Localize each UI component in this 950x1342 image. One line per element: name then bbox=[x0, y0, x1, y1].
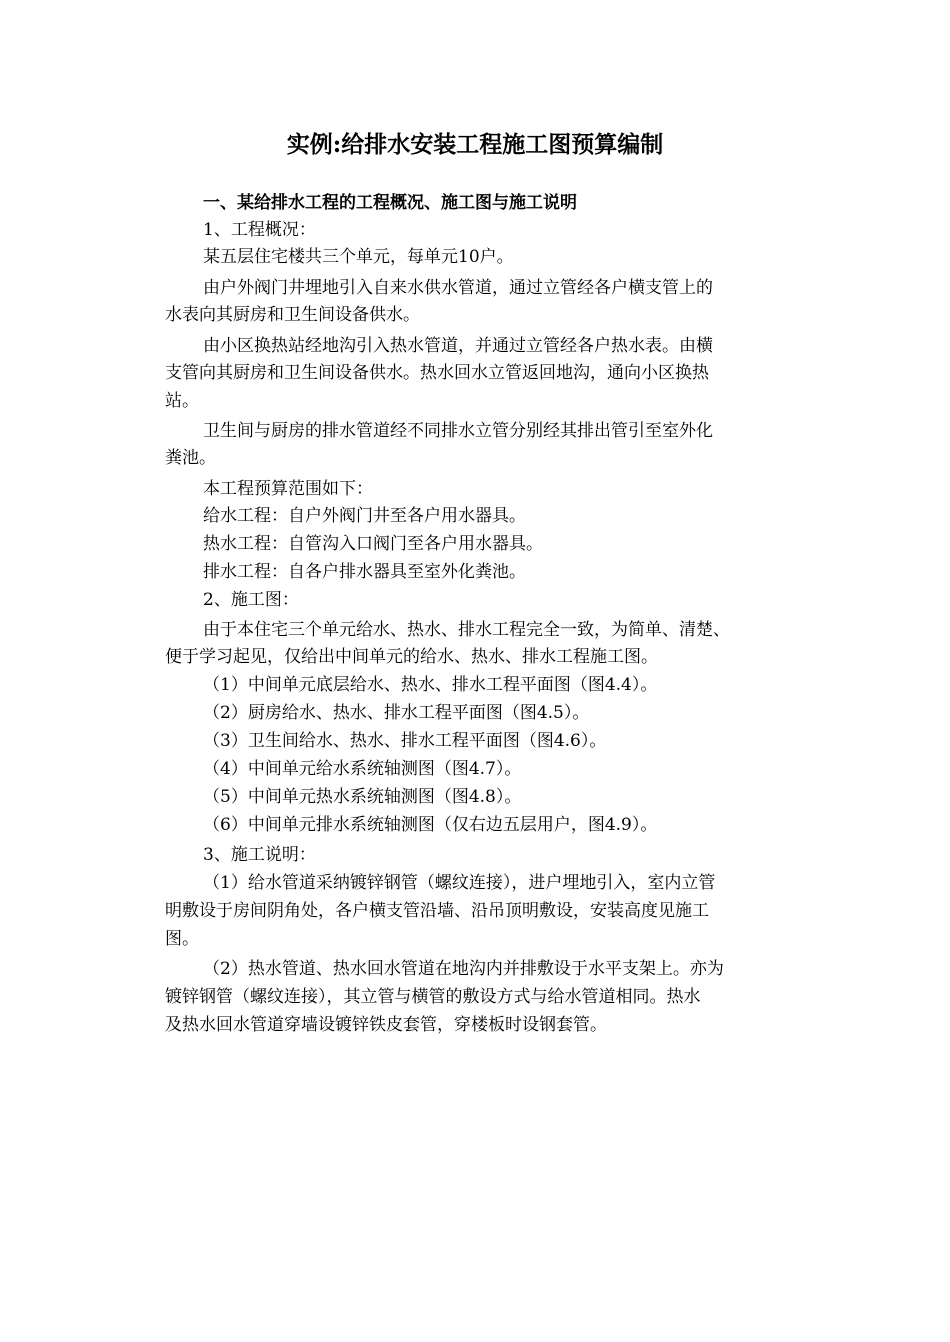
overview-heading: 1、工程概况： bbox=[203, 220, 316, 240]
paragraph-line: 图。 bbox=[165, 929, 199, 949]
drawing-list-item: （3）卫生间给水、热水、排水工程平面图（图4.6）。 bbox=[203, 731, 607, 751]
paragraph-line: 便于学习起见，仅给出中间单元的给水、热水、排水工程施工图。 bbox=[165, 647, 658, 667]
paragraph-line: 由于本住宅三个单元给水、热水、排水工程完全一致，为简单、清楚、 bbox=[203, 620, 730, 640]
drawings-heading: 2、施工图： bbox=[203, 590, 299, 610]
paragraph-line: 粪池。 bbox=[165, 448, 216, 468]
notes-heading: 3、施工说明： bbox=[203, 845, 316, 865]
paragraph-line: 由小区换热站经地沟引入热水管道，并通过立管经各户热水表。由横 bbox=[203, 336, 713, 356]
drawing-list-item: （1）中间单元底层给水、热水、排水工程平面图（图4.4）。 bbox=[203, 675, 658, 695]
paragraph-line: 卫生间与厨房的排水管道经不同排水立管分别经其排出管引至室外化 bbox=[203, 421, 713, 441]
paragraph-line: 给水工程：自户外阀门井至各户用水器具。 bbox=[203, 506, 526, 526]
paragraph-line: 及热水回水管道穿墙设镀锌铁皮套管，穿楼板时设钢套管。 bbox=[165, 1015, 607, 1035]
drawing-list-item: （5）中间单元热水系统轴测图（图4.8）。 bbox=[203, 787, 522, 807]
paragraph-line: 站。 bbox=[165, 391, 199, 411]
drawing-list-item: （4）中间单元给水系统轴测图（图4.7）。 bbox=[203, 759, 522, 779]
paragraph-line: 本工程预算范围如下： bbox=[203, 479, 373, 499]
paragraph-line: （2）热水管道、热水回水管道在地沟内并排敷设于水平支架上。亦为 bbox=[203, 959, 724, 979]
paragraph-line: 明敷设于房间阴角处，各户横支管沿墙、沿吊顶明敷设，安装高度见施工 bbox=[165, 901, 709, 921]
paragraph-line: 排水工程：自各户排水器具至室外化粪池。 bbox=[203, 562, 526, 582]
drawing-list-item: （6）中间单元排水系统轴测图（仅右边五层用户，图4.9）。 bbox=[203, 815, 658, 835]
section-heading: 一、某给排水工程的工程概况、施工图与施工说明 bbox=[203, 193, 577, 213]
paragraph-line: 某五层住宅楼共三个单元，每单元10户。 bbox=[203, 247, 514, 267]
paragraph-line: 水表向其厨房和卫生间设备供水。 bbox=[165, 305, 420, 325]
paragraph-line: 支管向其厨房和卫生间设备供水。热水回水立管返回地沟，通向小区换热 bbox=[165, 363, 709, 383]
paragraph-line: 由户外阀门井埋地引入自来水供水管道，通过立管经各户横支管上的 bbox=[203, 278, 713, 298]
drawing-list-item: （2）厨房给水、热水、排水工程平面图（图4.5）。 bbox=[203, 703, 590, 723]
paragraph-line: （1）给水管道采纳镀锌钢管（螺纹连接），进户埋地引入，室内立管 bbox=[203, 873, 716, 893]
paragraph-line: 镀锌钢管（螺纹连接），其立管与横管的敷设方式与给水管道相同。热水 bbox=[165, 987, 701, 1007]
paragraph-line: 热水工程：自管沟入口阀门至各户用水器具。 bbox=[203, 534, 543, 554]
page-title: 实例:给排水安装工程施工图预算编制 bbox=[286, 131, 664, 158]
